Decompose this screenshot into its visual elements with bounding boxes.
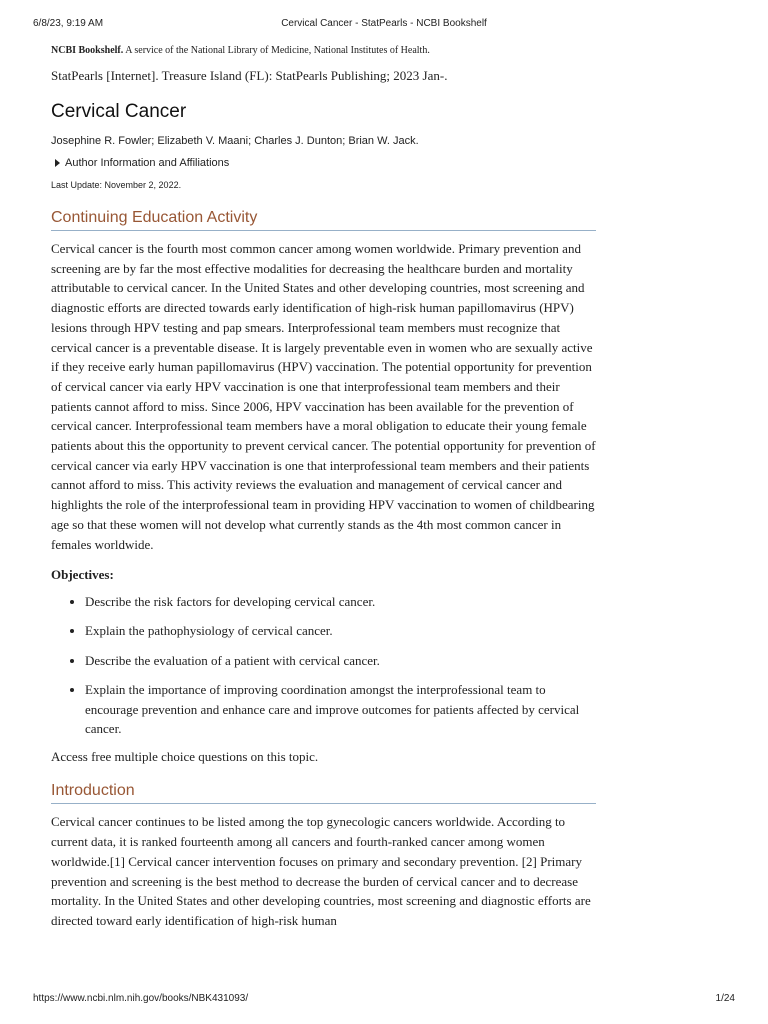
- objective-item: • Describe the evaluation of a patient with cervical cancer.: [85, 651, 596, 671]
- author-list: Josephine R. Fowler; Elizabeth V. Maani; Charles J. Dunton; Brian W. Jack.: [51, 135, 419, 147]
- section-heading-continuing-education: Continuing Education Activity: [51, 207, 596, 231]
- print-footer: [33, 993, 735, 1007]
- print-header: [33, 18, 735, 32]
- author-affiliations-toggle[interactable]: [55, 156, 596, 170]
- objectives-list: [51, 592, 596, 739]
- objective-item: • Describe the risk factors for developing cervical cancer.: [85, 592, 596, 612]
- author-affiliations-label: Author Information and Affiliations: [65, 157, 230, 169]
- last-update: Last Update: November 2, 2022.: [51, 180, 182, 190]
- page-number: 1/24: [715, 993, 735, 1004]
- print-datetime: 6/8/23, 9:19 AM: [33, 18, 104, 29]
- objective-item: • Explain the pathophysiology of cervical cancer.: [85, 621, 596, 641]
- page-title: Cervical Cancer: [51, 101, 187, 122]
- print-tab-title: Cervical Cancer - StatPearls - NCBI Bookshelf: [281, 18, 487, 29]
- caret-right-icon: [55, 159, 60, 167]
- ncbi-banner: [51, 44, 596, 58]
- objectives-heading: Objectives:: [51, 567, 114, 583]
- section-heading-introduction: Introduction: [51, 780, 596, 804]
- page-url: https://www.ncbi.nlm.nih.gov/books/NBK431093/: [33, 993, 249, 1004]
- objective-item: • Explain the importance of improving coordination amongst the interprofessional team to encourage prevention and enhance care and improve outcomes for patients affected by cervical cancer.: [85, 680, 596, 739]
- intro-paragraph: Cervical cancer continues to be listed among the top gynecologic cancers worldwide. According to current data, it is ranked fourteenth among all cancers and fourth-ranked cancer among women worldwide.[1] Cervical cancer intervention focuses on primary and secondary prevention. [2] Primary prevention and screening is the best method to decrease the burden of cervical cancer and to decrease mortality. In the United States and other developing countries, most screening and diagnostic efforts are directed toward early identification of high-risk human: [51, 814, 591, 928]
- document-content: [51, 40, 596, 931]
- mcq-link[interactable]: Access free multiple choice questions on this topic.: [51, 749, 319, 765]
- book-citation: StatPearls [Internet]. Treasure Island (FL): StatPearls Publishing; 2023 Jan-.: [51, 68, 448, 83]
- ncbi-banner-bold[interactable]: NCBI Bookshelf.: [51, 45, 124, 56]
- ce-paragraph: Cervical cancer is the fourth most common cancer among women worldwide. Primary prevention and screening are by far the most effective modalities for decreasing the healthcare burden and mortality attributable to cervical cancer. In the United States and other developing countries, most screening and diagnostic efforts are directed towards early identification of high-risk human papillomavirus (HPV) lesions through HPV testing and pap smears. Interprofessional team members must recognize that cervical cancer is a preventable disease. It is largely preventable even in women who are sexually active if they receive early human papillomavirus (HPV) vaccination. The potential opportunity for prevention of cervical cancer via early HPV vaccination is one that interprofessional team members and their patients cannot afford to miss. Since 2006, HPV vaccination has been available for the prevention of cervical cancer. Interprofessional team members have a moral obligation to educate their young female patients about this the opportunity to prevent cervical cancer. The potential opportunity for prevention of cervical cancer via early HPV vaccination is one that interprofessional team members and their patients cannot afford to miss. This activity reviews the evaluation and management of cervical cancer and highlights the role of the interprofessional team in providing HPV vaccination to women of childbearing age so that these women will not develop what currently stands as the 4th most common cancer in females worldwide.: [51, 241, 596, 552]
- ncbi-banner-rest: A service of the National Library of Medicine, National Institutes of Health.: [123, 45, 430, 56]
